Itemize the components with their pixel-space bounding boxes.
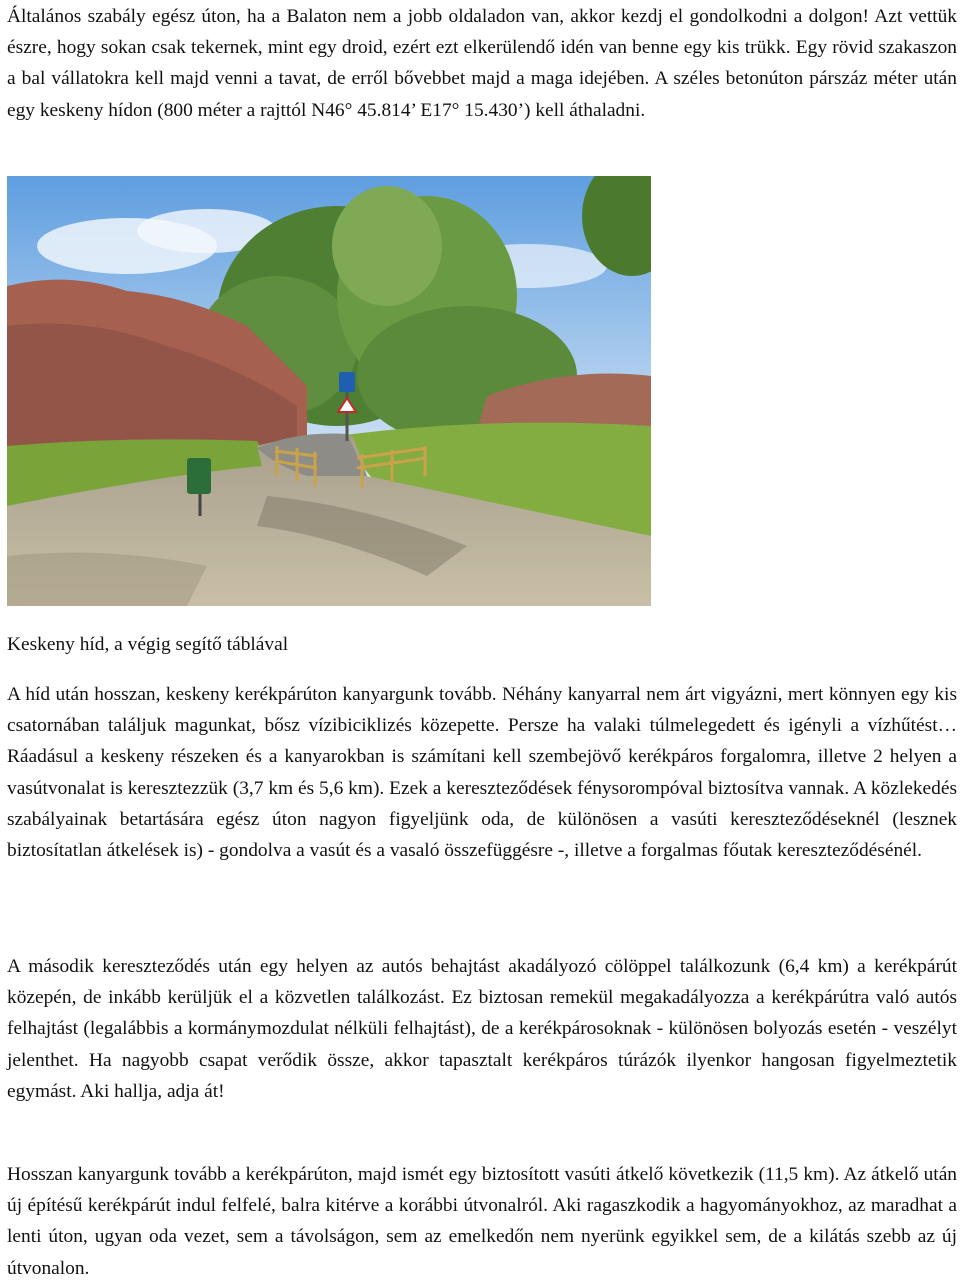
photo-caption: Keskeny híd, a végig segítő táblával [7,634,289,655]
paragraph-new-bikeway: Hosszan kanyargunk tovább a kerékpárúton, majd ismét egy biztosított vasúti átkelő következik (11,5 km). Az átkelő után új építésű kerékpárút indul felfelé, balra kitérve a korábbi útvonalról. Aki ragaszkodik a hagyományokhoz, az maradhat a lenti úton, ugyan oda vezet, sem a távolságon, sem az emelkedőn nem nyerünk egyikkel sem, de a kilátás szebb az új útvonalon. [7,1164,957,1279]
paragraph-intro: Általános szabály egész úton, ha a Balaton nem a jobb oldaladon van, akkor kezdj el gondolkodni a dolgon! Azt vettük észre, hogy sokan csak tekernek, mint egy droid, ezért ezt elkerülendő idén van benne egy kis trükk. Egy rövid szakaszon a bal vállatokra kell majd venni a tavat, de erről bővebbet majd a maga idejében. A széles betonúton párszáz méter után egy keskeny hídon (800 méter a rajttól N46° 45.814’ E17° 15.430’) kell áthaladni. [7,6,957,121]
paragraph-second-crossing: A második kereszteződés után egy helyen az autós behajtást akadályozó cölöppel találkozunk (6,4 km) a kerékpárút közepén, de inkább kerüljük el a közvetlen találkozást. Ez biztosan remekül megakadályozza a kerékpárútra való autós felhajtást (legalábbis a kormánymozdulat nélküli felhajtást), de a kerékpárosoknak - különösen bolyozás esetén - veszélyt jelenthet. Ha nagyobb csapat verődik össze, akkor tapasztalt kerékpáros túrázók ilyenkor hangosan figyelmeztetik egymást. Aki hallja, adja át! [7,956,957,1102]
paragraph-after-bridge: A híd után hosszan, keskeny kerékpárúton kanyargunk tovább. Néhány kanyarral nem árt vigyázni, mert könnyen egy kis csatornában találjuk magunkat, bősz vízibiciklizés közepette. Persze ha valaki túlmelegedett és igényli a vízhűtést… Ráadásul a keskeny részeken és a kanyarokban is számítani kell szembejövő kerékpáros forgalomra, illetve 2 helyen a vasútvonalat is keresztezzük (3,7 km és 5,6 km). Ezek a kereszteződések fénysorompóval biztosítva vannak. A közlekedés szabályainak betartására egész úton nagyon figyeljünk oda, de különösen a vasúti kereszteződéseknél (lesznek biztosítatlan átkelések is) - gondolva a vasút és a vasaló összefüggésre -, illetve a forgalmas főutak kereszteződésénél. [7,684,957,862]
bridge-photo [7,176,651,606]
